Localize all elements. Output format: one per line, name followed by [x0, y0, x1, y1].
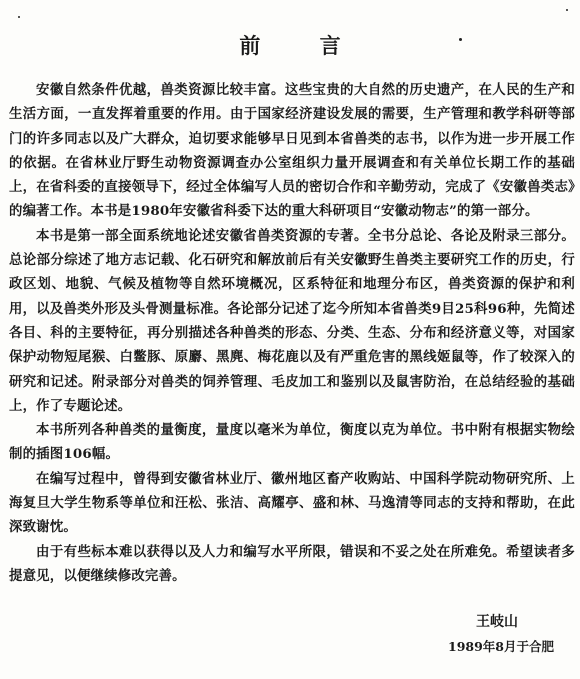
scan-speck [566, 9, 568, 11]
paragraph-5: 由于有些标本难以获得以及人力和编写水平所限，错误和不妥之处在所难免。希望读者多提意见，以便继续修改完善。 [9, 543, 575, 584]
scan-speck [18, 16, 20, 18]
paragraph-3: 本书所列各种兽类的量衡度，量度以毫米为单位，衡度以克为单位。书中附有根据实物绘制的插图106幅。 [9, 422, 575, 463]
dateline: 1989年8月于合肥 [448, 639, 554, 654]
paragraph-1: 安徽自然条件优越，兽类资源比较丰富。这些宝贵的大自然的历史遗产，在人民的生产和生活方面，一直发挥着重要的作用。由于国家经济建设发展的需要，生产管理和教学科研等部门的许多同志以及广大群众，迫切要求能够早日见到本省兽类的志书，以作为进一步开展工作的依据。在省林业厅野生动物资源调查办公室组织力量开展调查和有关单位长期工作的基础上，在省科委的直接领导下，经过全体编写人员的密切合作和辛勤劳动，完成了《安徽兽类志》的编著工作。本书是1980年安徽省科委下达的重大科研项目“安徽动物志”的第一部分。 [9, 82, 575, 220]
author-signature: 王岐山 [476, 614, 518, 630]
preface-body [9, 78, 575, 588]
paragraph-2: 本书是第一部全面系统地论述安徽省兽类资源的专著。全书分总论、各论及附录三部分。总论部分综述了地方志记载、化石研究和解放前后有关安徽野生兽类主要研究工作的历史，行政区划、地貌、气候及植物等自然环境概况，区系特征和地理分布区，兽类资源的保护和利用，以及兽类外形及头骨测量标准。各论部分记述了迄今所知本省兽类9目25科96种，先简述各目、科的主要特征，再分别描述各种兽类的形态、分类、生态、分布和经济意义等，对国家保护动物短尾猴、白鳖豚、原麝、黑麂、梅花鹿以及有严重危害的黑线姬鼠等，作了较深入的研究和记述。附录部分对兽类的饲养管理、毛皮加工和鉴别以及鼠害防治，在总结经验的基础上，作了专题论述。 [9, 227, 575, 414]
page-title: 前 言 [239, 33, 367, 59]
paragraph-4: 在编写过程中，曾得到安徽省林业厅、徽州地区畜产收购站、中国科学院动物研究所、上海复旦大学生物系等单位和汪松、张洁、高耀亭、盛和林、马逸清等同志的支持和帮助，在此深致谢忱。 [9, 470, 575, 536]
scan-speck [459, 38, 462, 41]
